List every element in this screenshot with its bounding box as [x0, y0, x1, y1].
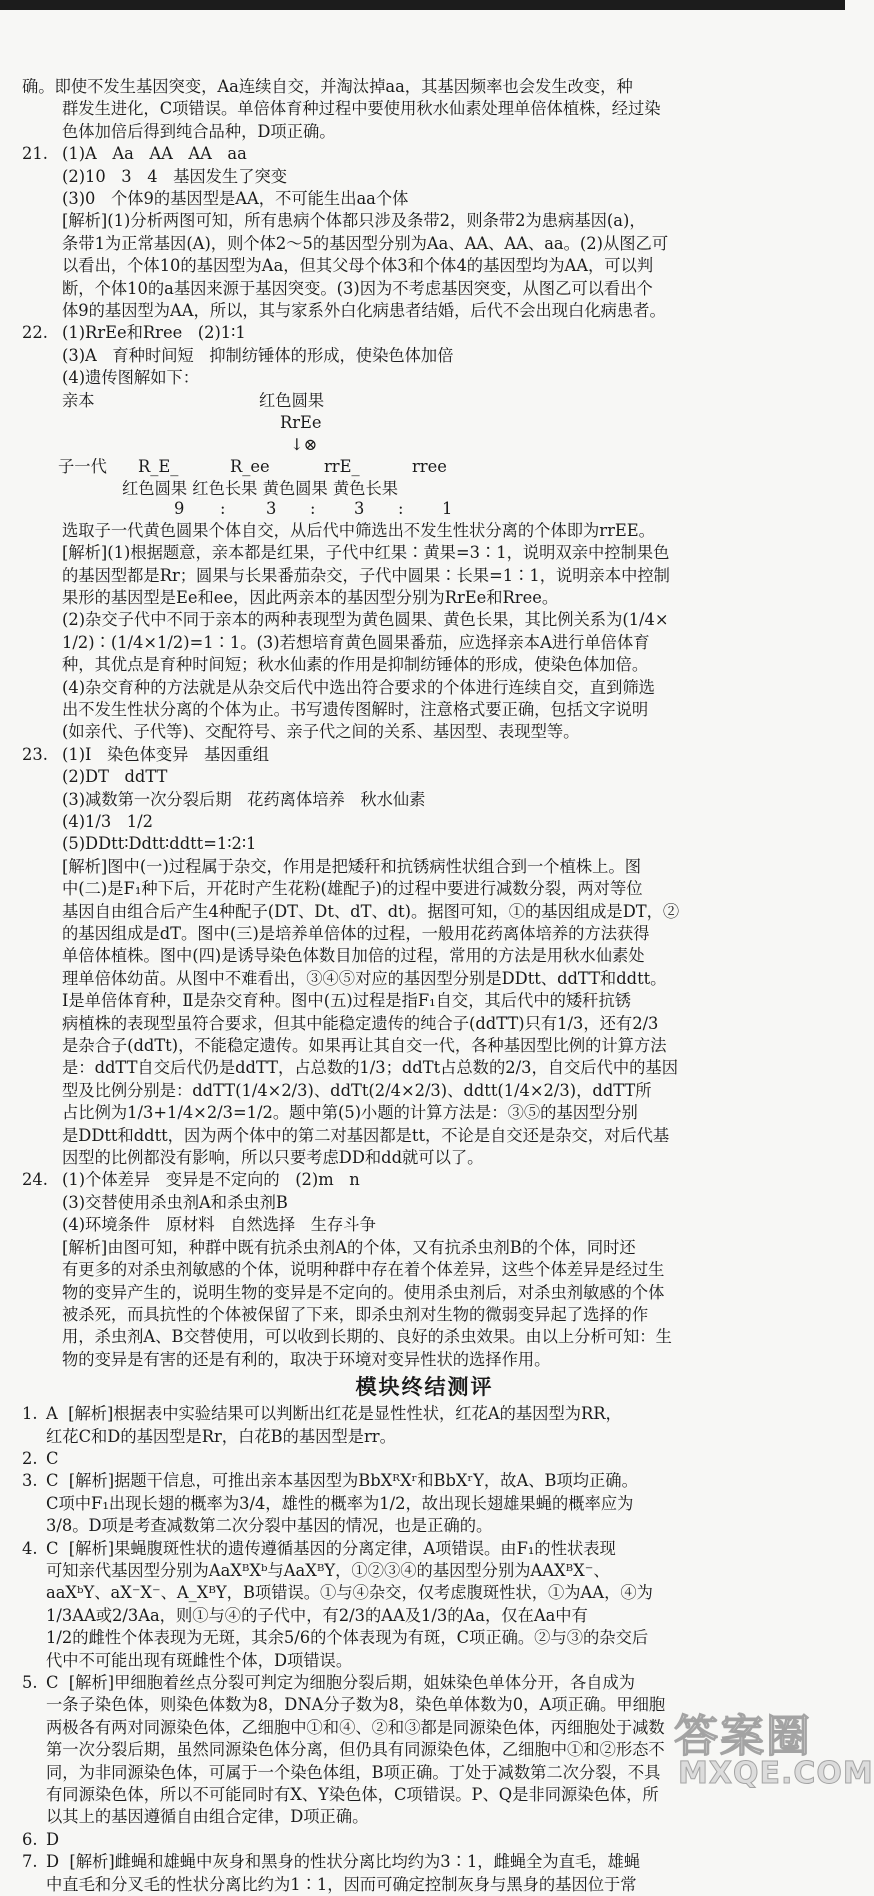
text-line: 占比例为1/3+1/4×2/3=1/2。题中第(5)小题的计算方法是：③⑤的基因型分别: [62, 1103, 638, 1123]
ratio-value: 1: [442, 498, 453, 518]
question-body: [62, 143, 827, 322]
text-line: 因型的比例都没有影响，所以只要考虑DD和dd就可以了。: [62, 1148, 484, 1168]
text-line: 红花C和D的基因型是Rr，白花B的基因型是rr。: [46, 1426, 396, 1446]
text-line: (5)DDtt∶Ddtt∶ddtt=1∶2∶1: [62, 834, 257, 854]
answer-body: [46, 1829, 827, 1851]
text-line: (2)10 3 4 基因发生了突变: [62, 166, 288, 186]
text-line: (4)杂交育种的方法就是从杂交后代中选出符合要求的个体进行连续自交，直到筛选: [62, 677, 655, 697]
text-line: 果形的基因型是Ee和ee，因此两亲本的基因型分别为RrEe和Rree。: [62, 587, 559, 607]
offspring-phenotypes: 红色圆果 红色长果 黄色圆果 黄色长果: [122, 478, 399, 498]
question-22: [22, 322, 827, 743]
ratio-value: 3: [266, 498, 277, 518]
text-line: aaXᵇY、aX⁻X⁻、A_XᴮY，B项错误。①与④杂交，仅考虑腹斑性状，①为AA，④为: [46, 1583, 653, 1603]
text-line: (1)A Aa AA AA aa: [62, 144, 247, 164]
offspring-genotype: R_E_: [138, 456, 179, 476]
text-line: 有同源染色体，所以不可能同时有X、Y染色体，C项错误。P、Q是非同源染色体，所: [46, 1785, 659, 1805]
text-line: C [解析]甲细胞着丝点分裂可判定为细胞分裂后期，姐妹染色单体分开，各自成为: [46, 1673, 636, 1692]
text-line: (3)交替使用杀虫剂A和杀虫剂B: [62, 1192, 288, 1212]
text-line: 体9的基因型为AA，所以，其与家系外白化病患者结婚，后代不会出现白化病患者。: [62, 301, 666, 321]
answer-number: 3.: [22, 1471, 38, 1491]
text-line: 以其上的基因遵循自由组合定律，D项正确。: [46, 1807, 369, 1827]
genetic-diagram: [58, 390, 827, 510]
offspring-genotype: rree: [412, 456, 447, 476]
text-line: [解析](1)分析两图可知，所有患病个体都只涉及条带2，则条带2为患病基因(a)，: [62, 211, 646, 231]
answer-list: [22, 1403, 827, 1896]
answers-after-diagram: [62, 520, 827, 744]
answer-body: [46, 1448, 827, 1470]
text-line: (4)环境条件 原材料 自然选择 生存斗争: [62, 1215, 376, 1235]
text-line: 是杂合子(ddTt)，不能稳定遗传。如果再让其自交一代，各种基因型比例的计算方法: [62, 1036, 667, 1056]
text-line: (1)个体差异 变异是不定向的 (2)m n: [62, 1170, 360, 1190]
text-line: C [解析]据题干信息，可推出亲本基因型为BbXᴿXʳ和BbXʳY，故A、B项均正确。: [46, 1471, 638, 1491]
question-body: [58, 322, 827, 743]
text-line: 的基因组成是dT。图中(三)是培养单倍体的过程，一般用花药离体培养的方法获得: [62, 924, 650, 943]
offspring-genotype: R_ee: [230, 456, 270, 476]
answer-body: [46, 1403, 827, 1448]
text-line: (3)减数第一次分裂后期 花药离体培养 秋水仙素: [62, 789, 426, 809]
text-line: 物的变异产生的，说明生物的变异是不定向的。使用杀虫剂后，对杀虫剂敏感的个体: [62, 1282, 665, 1302]
text-line: 中(二)是F₁种下后，开花时产生花粉(雄配子)的过程中要进行减数分裂，两对等位: [62, 879, 643, 899]
text-line: 色体加倍后得到纯合品种，D项正确。: [62, 121, 336, 141]
text-line: 一条子染色体，则染色体数为8，DNA分子数为8，染色单体数为0，A项正确。甲细胞: [46, 1695, 666, 1715]
answer-number: 7.: [22, 1852, 38, 1872]
text-line: 出不发生性状分离的个体为止。书写遗传图解时，注意格式要正确，包括文字说明: [62, 699, 649, 719]
question-number: 21.: [22, 144, 48, 164]
text-line: 有更多的对杀虫剂敏感的个体，说明种群中存在着个体差异，这些个体差异是经过生: [62, 1260, 665, 1280]
text-line: 1/2的雌性个体表现为无斑，其余5/6的个体表现为有斑，C项正确。②与③的杂交后: [46, 1628, 649, 1648]
text-line: C [解析]果蝇腹斑性状的遗传遵循基因的分离定律，A项错误。由F₁的性状表现: [46, 1538, 616, 1558]
question-21: [22, 143, 827, 322]
answer-body: [46, 1470, 827, 1537]
offspring-label: 子一代: [58, 456, 107, 476]
text-line: 被杀死，而具抗性的个体被保留了下来，即杀虫剂对生物的微弱变异起了选择的作: [62, 1304, 649, 1324]
text-line: 种，其优点是育种时间短；秋水仙素的作用是抑制纺锤体的形成，使染色体加倍。: [62, 655, 649, 675]
answer-item: [22, 1470, 827, 1537]
answer-body: [46, 1538, 827, 1672]
top-paragraph: [22, 76, 827, 143]
ratio-sep: :: [398, 498, 404, 518]
text-line: (2)杂交子代中不同于亲本的两种表现型为黄色圆果、黄色长果，其比例关系为(1/4×: [62, 610, 669, 630]
answer-number: 5.: [22, 1673, 38, 1692]
text-line: 同，为非同源染色体，可属于一个染色体组，B项正确。丁处于减数第二次分裂，不具: [46, 1762, 661, 1782]
text-line: 可知亲代基因型分别为AaXᴮXᵇ与AaXᴮY，①②③④的基因型分别为AAXᴮX⁻、: [46, 1560, 610, 1580]
ratio-sep: :: [220, 498, 226, 518]
answer-item: [22, 1829, 827, 1851]
text-line: 1/3AA或2/3Aa，则①与④的子代中，有2/3的AA及1/3的Aa，仅在Aa中有: [46, 1605, 588, 1625]
text-line: 病植株的表现型虽符合要求，但其中能稳定遗传的纯合子(ddTT)只有1/3，还有2/3: [62, 1013, 659, 1033]
text-line: 理单倍体幼苗。从图中不难看出，③④⑤对应的基因型分别是DDtt、ddTT和ddtt。: [62, 968, 667, 988]
answer-number: 4.: [22, 1538, 38, 1558]
page-content: [22, 76, 827, 1896]
text-line: [解析]图中(一)过程属于杂交，作用是把矮秆和抗锈病性状组合到一个植株上。图: [62, 856, 641, 876]
text-line: A [解析]根据表中实验结果可以判断出红花是显性性状，红花A的基因型为RR，: [46, 1404, 622, 1424]
watermark-logo: 答案圈 MXQE.COM: [674, 1711, 874, 1791]
answer-number: 1.: [22, 1404, 38, 1424]
text-line: 代中不可能出现有斑雌性个体，D项错误。: [46, 1650, 353, 1670]
text-line: 1/2)∶(1/4×1/2)=1∶1。(3)若想培育黄色圆果番茄，应选择亲本A进行单倍体育: [62, 632, 650, 652]
text-line: 条带1为正常基因(A)，则个体2～5的基因型分别为Aa、AA、AA、aa。(2)从图乙可: [62, 233, 669, 253]
text-line: (1)RrEe和Rree (2)1∶1: [62, 323, 246, 343]
offspring-genotype: rrE_: [324, 456, 360, 476]
text-line: Ⅰ是单倍体育种，Ⅱ是杂交育种。图中(五)过程是指F₁自交，其后代中的矮秆抗锈: [62, 991, 632, 1011]
answer-number: 6.: [22, 1829, 38, 1849]
ratio-value: 3: [354, 498, 365, 518]
question-number: 22.: [22, 323, 48, 343]
text-line: C: [46, 1448, 59, 1468]
text-line: 中直毛和分叉毛的性状分离比约为1∶1，因而可确定控制灰身与黑身的基因位于常: [46, 1874, 637, 1894]
text-line: (2)DT ddTT: [62, 767, 168, 787]
answer-body: [46, 1851, 827, 1896]
answer-item: [22, 1448, 827, 1470]
text-line: (如亲代、子代等)、交配符号、亲子代之间的关系、基因型、表现型等。: [62, 722, 580, 742]
text-line: D: [46, 1829, 60, 1849]
text-line: C项中F₁出现长翅的概率为3/4，雄性的概率为1/2，故出现长翅雄果蝇的概率应为: [46, 1493, 634, 1513]
text-line: 型及比例分别是：ddTT(1/4×2/3)、ddTt(2/4×2/3)、ddtt(1/4×2/3)，ddTT所: [62, 1080, 652, 1100]
text-line: [解析](1)根据题意，亲本都是红果，子代中红果∶黄果=3∶1，说明双亲中控制果色: [62, 543, 670, 563]
text-line: 物的变异是有害的还是有利的，取决于环境对变异性状的选择作用。: [62, 1349, 551, 1369]
text-line: [解析]由图可知，种群中既有抗杀虫剂A的个体，又有抗杀虫剂B的个体，同时还: [62, 1237, 636, 1257]
selfing-arrow-icon: ↓⊗: [290, 434, 318, 454]
text-line: 选取子一代黄色圆果个体自交，从后代中筛选出不发生性状分离的个体即为rrEE。: [62, 520, 655, 540]
text-line: (3)0 个体9的基因型是AA，不可能生出aa个体: [62, 189, 409, 209]
text-line: 的基因型都是Rr；圆果与长果番茄杂交，子代中圆果∶长果=1∶1，说明亲本中控制: [62, 565, 670, 585]
text-line: 群发生进化，C项错误。单倍体育种过程中要使用秋水仙素处理单倍体植株，经过染: [62, 99, 661, 119]
answer-item: [22, 1538, 827, 1672]
text-line: 用，杀虫剂A、B交替使用，可以收到长期的、良好的杀虫效果。由以上分析可知：生: [62, 1327, 672, 1347]
answer-item: [22, 1403, 827, 1448]
text-line: 是DDtt和ddtt，因为两个体中的第二对基因都是tt，不论是自交还是杂交，对后代基: [62, 1125, 670, 1145]
answer-item: [22, 1851, 827, 1896]
ratio-sep: :: [310, 498, 316, 518]
section-title: 模块终结测评: [355, 1375, 494, 1400]
parent-phenotype: 红色圆果: [259, 390, 325, 410]
question-number: 23.: [22, 744, 48, 764]
parent-genotype: RrEe: [280, 412, 322, 432]
text-line: (4)1/3 1/2: [62, 811, 153, 831]
text-line: (3)A 育种时间短 抑制纺锤体的形成，使染色体加倍: [62, 345, 454, 365]
text-line: 3/8。D项是考查减数第二次分裂中基因的情况，也是正确的。: [46, 1516, 493, 1536]
text-line: 基因自由组合后产生4种配子(DT、Dt、dT、dt)。据图可知，①的基因组成是DT，②: [62, 901, 680, 921]
text-line: 第一次分裂后期，虽然同源染色体分离，但仍具有同源染色体，乙细胞中①和②形态不: [46, 1740, 665, 1760]
answers-before-diagram: [62, 322, 827, 389]
text-line: 断，个体10的a基因来源于基因突变。(3)因为不考虑基因突变，从图乙可以看出个: [62, 278, 653, 298]
text-line: 以看出，个体10的基因型为Aa，但其父母个体3和个体4的基因型均为AA，可以判: [62, 256, 654, 276]
text-line: D [解析]雌蝇和雄蝇中灰身和黑身的性状分离比均约为3∶1，雌蝇全为直毛，雄蝇: [46, 1852, 641, 1872]
text-line: (4)遗传图解如下：: [62, 368, 200, 388]
answer-number: 2.: [22, 1448, 38, 1468]
ratio-row: [62, 498, 827, 520]
top-border: [0, 0, 845, 10]
question-24: [22, 1169, 827, 1371]
text-line: 是：ddTT自交后代仍是ddTT，占总数的1/3；ddTt占总数的2/3，自交后代中的基因: [62, 1058, 678, 1078]
text-line: (1)Ⅰ 染色体变异 基因重组: [62, 744, 270, 764]
question-body: [62, 1169, 827, 1371]
text-line: 单倍体植株。图中(四)是诱导染色体数目加倍的过程，常用的方法是用秋水仙素处: [62, 946, 645, 966]
text-line: 确。即使不发生基因突变，Aa连续自交，并淘汰掉aa，其基因频率也会发生改变，种: [22, 77, 633, 96]
text-line: 两极各有两对同源染色体，乙细胞中①和④、②和③都是同源染色体，丙细胞处于减数: [46, 1717, 665, 1737]
ratio-value: 9: [174, 498, 185, 518]
question-23: [22, 744, 827, 1170]
question-body: [62, 744, 827, 1170]
question-number: 24.: [22, 1170, 48, 1190]
parent-label: 亲本: [62, 390, 95, 410]
